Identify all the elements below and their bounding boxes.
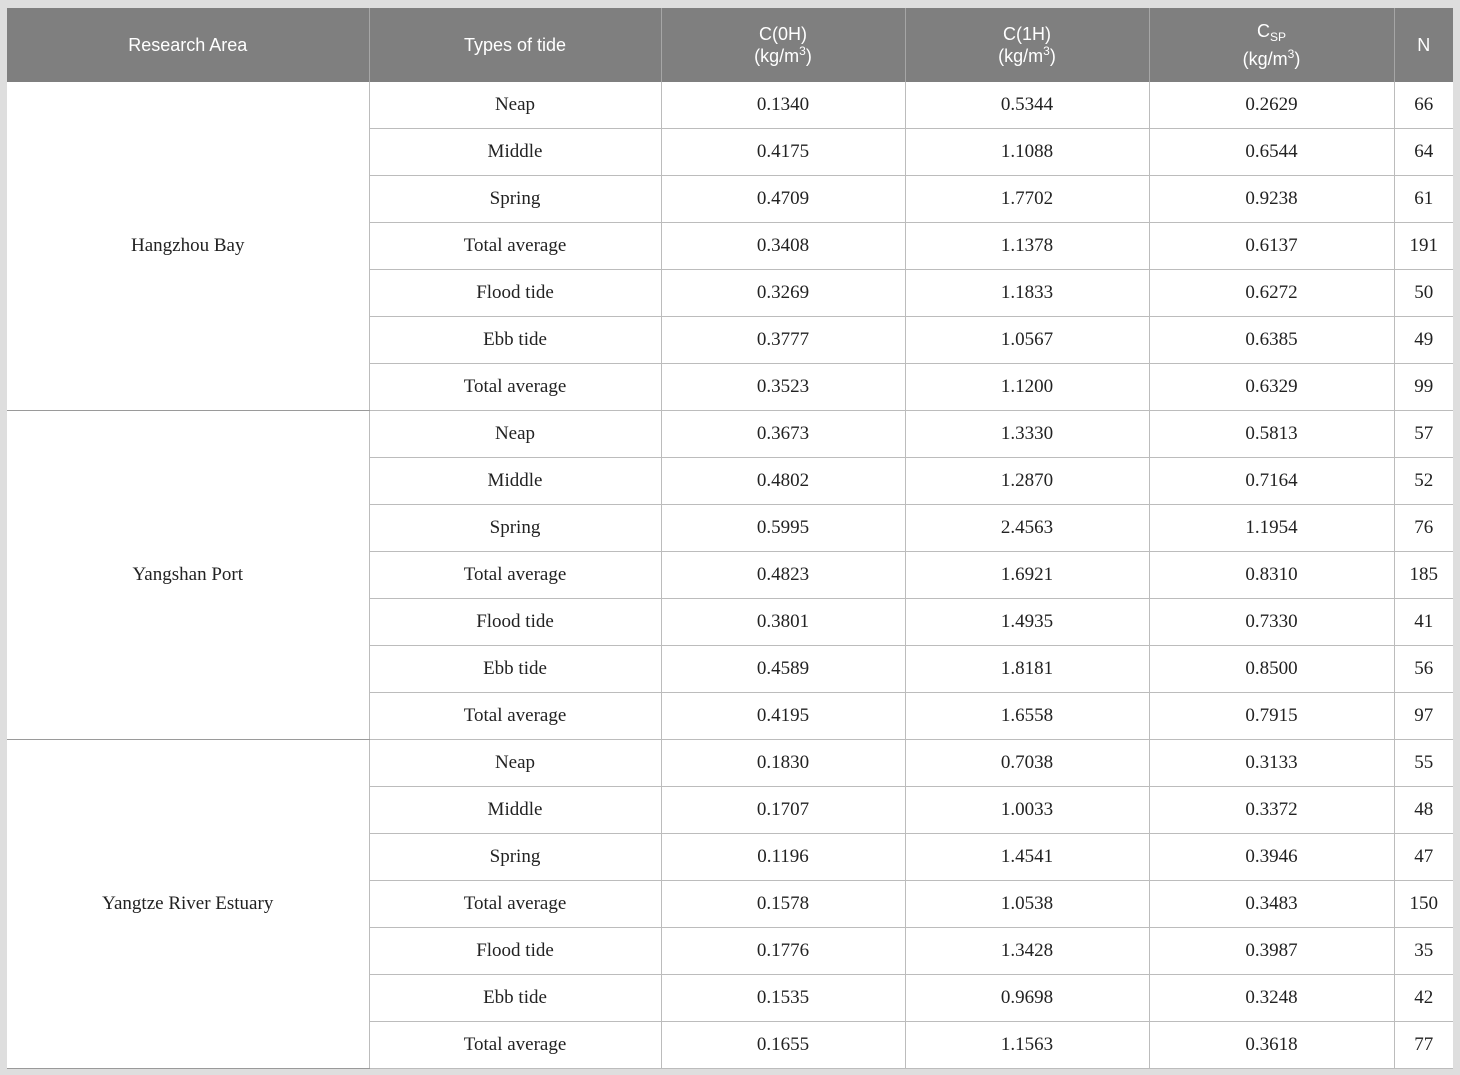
cell-n: 64 [1394,129,1453,176]
cell-c0h: 0.4709 [661,176,905,223]
cell-csp: 0.6137 [1149,223,1394,270]
header-c0h-unit [754,46,812,66]
cell-type: Ebb tide [369,317,661,364]
cell-c0h: 0.3673 [661,411,905,458]
header-c1h [905,8,1149,82]
cell-n: 61 [1394,176,1453,223]
cell-c1h: 1.4935 [905,599,1149,646]
unit-suffix: ) [805,46,812,66]
cell-c1h: 1.4541 [905,834,1149,881]
cell-type: Neap [369,740,661,787]
unit-suffix: ) [1049,46,1056,66]
cell-c0h: 0.4195 [661,693,905,740]
cell-n: 41 [1394,599,1453,646]
unit-exponent: 3 [799,44,806,58]
cell-c0h: 0.5995 [661,505,905,552]
cell-c1h: 1.6558 [905,693,1149,740]
cell-n: 56 [1394,646,1453,693]
cell-c1h: 1.2870 [905,458,1149,505]
table-row [7,740,1453,787]
cell-n: 52 [1394,458,1453,505]
cell-c1h: 2.4563 [905,505,1149,552]
cell-type: Ebb tide [369,975,661,1022]
cell-c0h: 0.4802 [661,458,905,505]
cell-type: Total average [369,881,661,928]
cell-c0h: 0.1776 [661,928,905,975]
csp-subscript: SP [1269,30,1286,44]
table-header [7,8,1453,82]
cell-csp: 1.1954 [1149,505,1394,552]
header-n: N [1394,8,1453,82]
cell-c1h: 0.7038 [905,740,1149,787]
cell-csp: 0.3372 [1149,787,1394,834]
cell-c1h: 1.8181 [905,646,1149,693]
cell-c0h: 0.1196 [661,834,905,881]
data-table [7,8,1453,1069]
table-row [7,411,1453,458]
cell-c1h: 0.5344 [905,82,1149,129]
cell-csp: 0.8500 [1149,646,1394,693]
cell-c0h: 0.3777 [661,317,905,364]
cell-type: Total average [369,552,661,599]
cell-c0h: 0.4589 [661,646,905,693]
cell-type: Ebb tide [369,646,661,693]
cell-c1h: 1.1833 [905,270,1149,317]
unit-prefix: (kg/m [998,46,1044,66]
cell-n: 49 [1394,317,1453,364]
cell-type: Middle [369,458,661,505]
cell-type: Flood tide [369,599,661,646]
unit-prefix: (kg/m [1242,49,1288,69]
cell-type: Flood tide [369,928,661,975]
cell-n: 48 [1394,787,1453,834]
cell-c0h: 0.1830 [661,740,905,787]
unit-prefix: (kg/m [754,46,800,66]
cell-n: 99 [1394,364,1453,411]
header-research-area: Research Area [7,8,369,82]
header-c1h-label: C(1H) [1003,24,1051,44]
cell-n: 50 [1394,270,1453,317]
cell-type: Total average [369,364,661,411]
research-area-cell: Hangzhou Bay [7,82,369,411]
cell-c0h: 0.1535 [661,975,905,1022]
cell-c0h: 0.1655 [661,1022,905,1069]
cell-c1h: 1.1088 [905,129,1149,176]
cell-c0h: 0.3523 [661,364,905,411]
cell-csp: 0.6544 [1149,129,1394,176]
cell-n: 42 [1394,975,1453,1022]
cell-csp: 0.3618 [1149,1022,1394,1069]
cell-c0h: 0.3269 [661,270,905,317]
unit-exponent: 3 [1287,47,1295,61]
cell-csp: 0.6272 [1149,270,1394,317]
header-csp [1149,8,1394,82]
cell-type: Spring [369,505,661,552]
cell-csp: 0.3248 [1149,975,1394,1022]
unit-exponent: 3 [1043,44,1050,58]
cell-n: 150 [1394,881,1453,928]
header-c1h-unit [998,46,1056,66]
cell-c1h: 1.0033 [905,787,1149,834]
cell-c0h: 0.4175 [661,129,905,176]
header-types-of-tide: Types of tide [369,8,661,82]
cell-csp: 0.3946 [1149,834,1394,881]
cell-n: 66 [1394,82,1453,129]
table-body [7,82,1453,1069]
cell-csp: 0.3987 [1149,928,1394,975]
research-area-cell: Yangshan Port [7,411,369,740]
cell-n: 77 [1394,1022,1453,1069]
cell-type: Spring [369,176,661,223]
cell-n: 97 [1394,693,1453,740]
cell-type: Middle [369,129,661,176]
cell-c0h: 0.1578 [661,881,905,928]
cell-c1h: 1.1200 [905,364,1149,411]
cell-n: 35 [1394,928,1453,975]
cell-c1h: 0.9698 [905,975,1149,1022]
csp-symbol: C [1256,21,1270,41]
header-row [7,8,1453,82]
cell-c1h: 1.3330 [905,411,1149,458]
cell-csp: 0.7915 [1149,693,1394,740]
cell-c1h: 1.0567 [905,317,1149,364]
cell-csp: 0.8310 [1149,552,1394,599]
cell-type: Spring [369,834,661,881]
cell-c1h: 1.7702 [905,176,1149,223]
cell-c0h: 0.1340 [661,82,905,129]
cell-n: 185 [1394,552,1453,599]
header-csp-unit [1243,49,1301,69]
cell-c0h: 0.4823 [661,552,905,599]
cell-csp: 0.5813 [1149,411,1394,458]
cell-type: Neap [369,411,661,458]
cell-c1h: 1.1378 [905,223,1149,270]
cell-csp: 0.2629 [1149,82,1394,129]
cell-c1h: 1.1563 [905,1022,1149,1069]
header-c0h [661,8,905,82]
unit-suffix: ) [1294,49,1301,69]
cell-csp: 0.7330 [1149,599,1394,646]
cell-type: Flood tide [369,270,661,317]
cell-n: 47 [1394,834,1453,881]
cell-csp: 0.3133 [1149,740,1394,787]
cell-c0h: 0.3801 [661,599,905,646]
cell-csp: 0.6329 [1149,364,1394,411]
cell-type: Middle [369,787,661,834]
cell-csp: 0.9238 [1149,176,1394,223]
cell-type: Total average [369,223,661,270]
cell-n: 55 [1394,740,1453,787]
cell-c1h: 1.0538 [905,881,1149,928]
cell-csp: 0.6385 [1149,317,1394,364]
cell-type: Total average [369,693,661,740]
table-frame [7,8,1453,1068]
cell-c1h: 1.6921 [905,552,1149,599]
cell-n: 57 [1394,411,1453,458]
cell-c1h: 1.3428 [905,928,1149,975]
table-row [7,82,1453,129]
cell-type: Neap [369,82,661,129]
cell-n: 76 [1394,505,1453,552]
cell-csp: 0.3483 [1149,881,1394,928]
header-c0h-label: C(0H) [759,24,807,44]
cell-c0h: 0.3408 [661,223,905,270]
cell-csp: 0.7164 [1149,458,1394,505]
header-csp-label [1256,21,1286,44]
cell-c0h: 0.1707 [661,787,905,834]
research-area-cell: Yangtze River Estuary [7,740,369,1069]
cell-type: Total average [369,1022,661,1069]
cell-n: 191 [1394,223,1453,270]
